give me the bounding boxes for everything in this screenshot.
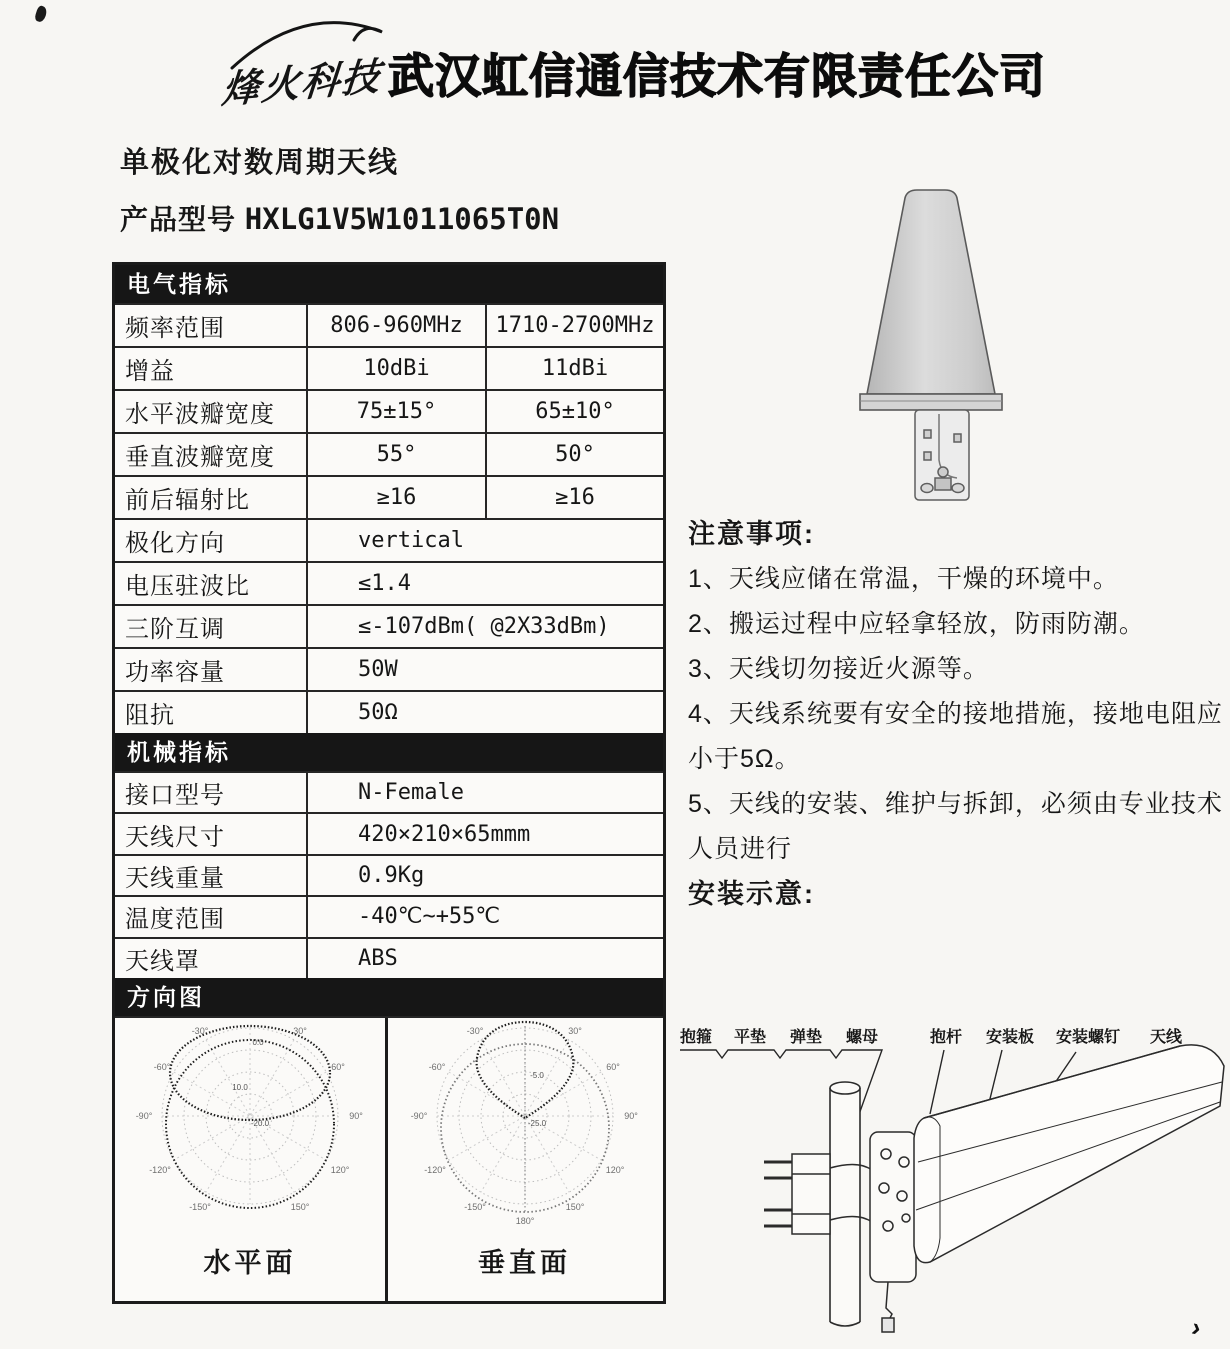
row-label: 温度范围 xyxy=(115,897,308,936)
note-item: 3、天线切勿接近火源等。 xyxy=(688,655,989,683)
svg-text:抱杆: 抱杆 xyxy=(930,1029,963,1046)
mounting-bracket xyxy=(915,410,969,500)
svg-text:-25.0: -25.0 xyxy=(527,1118,546,1128)
svg-text:30°: 30° xyxy=(293,1025,307,1036)
svg-text:30°: 30° xyxy=(567,1025,582,1036)
svg-text:60°: 60° xyxy=(331,1061,345,1072)
plot-caption-horizontal: 水平面 xyxy=(203,1247,297,1278)
svg-text:180°: 180° xyxy=(515,1215,534,1226)
row-value: ≥16 xyxy=(376,485,417,510)
row-value: 75±15° xyxy=(356,399,437,424)
table-row xyxy=(115,604,663,647)
scan-corner-mark: › xyxy=(1189,1311,1204,1343)
row-value: 10dBi xyxy=(363,356,430,381)
svg-text:60°: 60° xyxy=(605,1061,620,1072)
notes-heading: 注意事项: xyxy=(688,519,815,549)
row-value: ≤1.4 xyxy=(358,571,411,596)
plot-caption-vertical: 垂直面 xyxy=(478,1247,571,1278)
svg-text:-90°: -90° xyxy=(135,1110,153,1121)
svg-text:0.0: 0.0 xyxy=(252,1037,264,1047)
install-heading: 安装示意: xyxy=(688,879,815,909)
row-value: vertical xyxy=(358,528,464,553)
row-value: 50° xyxy=(485,434,663,475)
scan-speck xyxy=(34,5,48,23)
svg-text:-60°: -60° xyxy=(428,1061,445,1072)
row-label: 阻抗 xyxy=(115,692,308,733)
note-item: 2、搬运过程中应轻拿轻放，防雨防潮。 xyxy=(688,610,1145,638)
svg-text:90°: 90° xyxy=(349,1110,363,1121)
page-title: 单极化对数周期天线 xyxy=(120,147,400,179)
polar-plot-vertical xyxy=(395,1018,655,1243)
table-row xyxy=(115,895,663,936)
polar-plot-horizontal xyxy=(120,1018,380,1243)
row-label: 天线罩 xyxy=(115,939,308,978)
svg-text:-30°: -30° xyxy=(191,1025,209,1036)
svg-text:安装螺钉: 安装螺钉 xyxy=(1056,1029,1121,1046)
svg-text:-150°: -150° xyxy=(463,1201,486,1212)
table-row xyxy=(115,854,663,895)
svg-text:螺母: 螺母 xyxy=(846,1029,879,1046)
row-value: ≥16 xyxy=(485,477,663,518)
table-row xyxy=(115,812,663,853)
row-value: -40℃~+55℃ xyxy=(358,904,501,930)
svg-text:150°: 150° xyxy=(290,1201,310,1212)
antenna-product-figure xyxy=(845,186,1017,511)
installation-diagram xyxy=(672,1022,1230,1349)
row-label: 天线重量 xyxy=(115,856,308,895)
svg-text:弹垫: 弹垫 xyxy=(790,1029,823,1046)
row-label: 极化方向 xyxy=(115,520,308,561)
table-row xyxy=(115,561,663,604)
product-model-line xyxy=(120,198,559,238)
spec-table xyxy=(112,262,666,1304)
svg-text:-120°: -120° xyxy=(149,1164,171,1175)
section-mechanical: 机械指标 xyxy=(115,733,663,771)
svg-text:-60°: -60° xyxy=(153,1061,171,1072)
row-value: 1710-2700MHz xyxy=(485,305,663,346)
section-pattern: 方向图 xyxy=(115,978,663,1016)
pole xyxy=(830,1082,860,1326)
table-row xyxy=(115,346,663,389)
svg-text:安装板: 安装板 xyxy=(986,1029,1035,1046)
svg-text:120°: 120° xyxy=(605,1164,624,1175)
row-label: 电压驻波比 xyxy=(115,563,308,604)
pattern-plots xyxy=(115,1016,663,1301)
table-row xyxy=(115,389,663,432)
feed-cable xyxy=(886,1282,892,1322)
mounting-plate xyxy=(870,1132,916,1332)
note-item: 1、天线应储在常温，干燥的环境中。 xyxy=(688,565,1119,593)
table-row xyxy=(115,432,663,475)
row-label: 水平波瓣宽度 xyxy=(115,391,308,432)
svg-text:-5.0: -5.0 xyxy=(529,1070,544,1080)
note-item: 5、天线的安装、维护与拆卸，必须由专业技术人员进行 xyxy=(688,790,1223,863)
row-value: ABS xyxy=(358,945,398,971)
antenna-product-drawing xyxy=(845,186,1017,506)
svg-text:平垫: 平垫 xyxy=(734,1029,767,1046)
row-value: 55° xyxy=(376,442,417,467)
svg-text:-120°: -120° xyxy=(423,1164,446,1175)
row-label: 天线尺寸 xyxy=(115,814,308,853)
model-label: 产品型号 xyxy=(120,204,237,235)
table-row xyxy=(115,690,663,733)
table-row xyxy=(115,518,663,561)
row-label: 频率范围 xyxy=(115,305,308,346)
company-logo xyxy=(214,18,394,118)
row-label: 增益 xyxy=(115,348,308,389)
svg-text:120°: 120° xyxy=(330,1164,350,1175)
row-value: 50W xyxy=(358,657,398,682)
svg-text:抱箍: 抱箍 xyxy=(680,1029,713,1046)
row-value: 50Ω xyxy=(358,700,398,725)
radome xyxy=(860,190,1002,410)
notes-section xyxy=(688,512,1230,917)
vertical-pattern-plot xyxy=(388,1018,661,1301)
svg-text:10.0: 10.0 xyxy=(232,1082,248,1092)
row-value: 65±10° xyxy=(485,391,663,432)
table-row xyxy=(115,303,663,346)
svg-text:-30°: -30° xyxy=(466,1025,483,1036)
row-value: 0.9Kg xyxy=(358,862,425,888)
row-label: 三阶互调 xyxy=(115,606,308,647)
installation-drawing xyxy=(672,1022,1230,1344)
logo-script-text: 烽火科技 xyxy=(220,55,384,113)
row-value: N-Female xyxy=(358,780,464,806)
row-value: 420×210×65mmm xyxy=(358,821,531,847)
row-label: 接口型号 xyxy=(115,773,308,812)
row-label: 功率容量 xyxy=(115,649,308,690)
svg-text:天线: 天线 xyxy=(1150,1029,1183,1046)
svg-text:90°: 90° xyxy=(623,1110,638,1121)
table-row xyxy=(115,647,663,690)
svg-text:150°: 150° xyxy=(565,1201,584,1212)
row-label: 前后辐射比 xyxy=(115,477,308,518)
row-value: 806-960MHz xyxy=(330,313,463,338)
row-value: ≤-107dBm( @2X33dBm) xyxy=(358,614,610,639)
table-row xyxy=(115,771,663,812)
note-item: 4、天线系统要有安全的接地措施，接地电阻应小于5Ω。 xyxy=(688,700,1223,773)
company-name: 武汉虹信通信技术有限责任公司 xyxy=(388,49,1046,103)
section-electrical: 电气指标 xyxy=(115,265,663,303)
table-row xyxy=(115,937,663,978)
horizontal-pattern-plot xyxy=(115,1018,388,1301)
table-row xyxy=(115,475,663,518)
svg-text:-20.0: -20.0 xyxy=(250,1118,270,1128)
svg-text:-150°: -150° xyxy=(189,1201,211,1212)
row-value: 11dBi xyxy=(485,348,663,389)
svg-text:-90°: -90° xyxy=(410,1110,427,1121)
antenna-body xyxy=(914,1045,1224,1263)
model-value: HXLG1V5W1011065T0N xyxy=(244,202,560,236)
row-label: 垂直波瓣宽度 xyxy=(115,434,308,475)
